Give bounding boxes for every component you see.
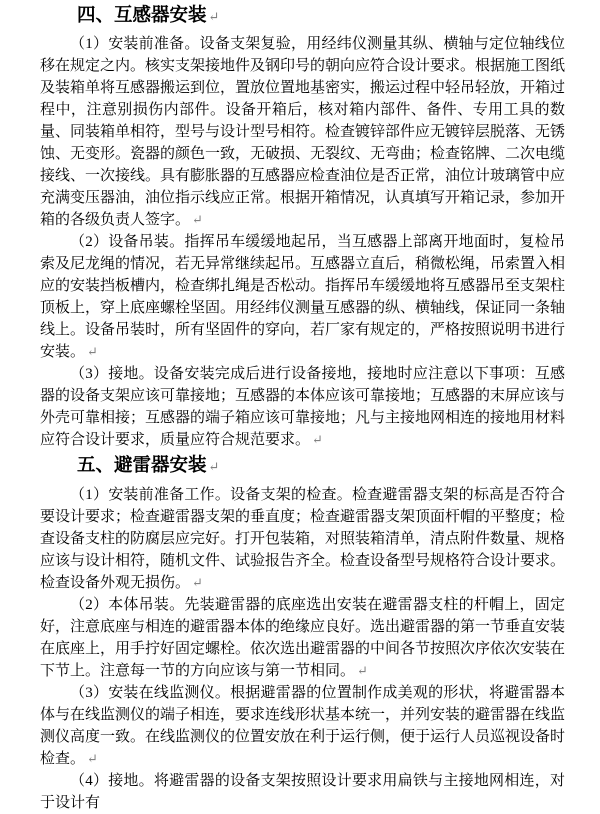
document-body bbox=[40, 4, 565, 814]
paragraph-mark-icon: ↵ bbox=[192, 575, 203, 590]
paragraph-text: （1）安装前准备工作。设备支架的检查。检查避雷器支架的标高是否符合要设计要求；检查避雷器支架的垂直度；检查避雷器支架顶面杆帽的平整度；检查设备支柱的防腐层应完好。打开包装箱，对照装箱清单，清点附件数量、规格应该与设计相符，随机文件、试验报告齐全。检查设备型号规格符合设计要求。检查设备外观无损伤。 bbox=[40, 487, 566, 591]
section-heading bbox=[40, 454, 565, 479]
body-paragraph bbox=[40, 484, 565, 594]
document-section bbox=[40, 4, 565, 451]
body-paragraph bbox=[40, 594, 565, 682]
paragraph-mark-icon: ↵ bbox=[312, 432, 323, 447]
body-paragraph bbox=[40, 33, 565, 231]
paragraph-mark-icon: ↵ bbox=[87, 344, 98, 359]
body-paragraph bbox=[40, 770, 565, 814]
section-heading bbox=[40, 4, 565, 29]
paragraph-mark-icon: ↵ bbox=[87, 751, 98, 766]
paragraph-mark-icon: ↵ bbox=[208, 9, 220, 24]
section-heading-text: 五、避雷器安装 bbox=[77, 456, 207, 476]
paragraph-text: （3）安装在线监测仪。根据避雷器的位置制作成美观的形状，将避雷器本体与在线监测仪的端子相连，要求连线形状基本统一，并列安装的避雷器在线监测仪高度一致。在线监测仪的位置安放在利于运行侧，便于运行人员巡视设备时检查。 bbox=[40, 685, 566, 767]
paragraph-mark-icon: ↵ bbox=[357, 663, 368, 678]
body-paragraph bbox=[40, 363, 565, 451]
paragraph-text: （2）设备吊装。指挥吊车缓缓地起吊，当互感器上部离开地面时，复检吊索及尼龙绳的情况，若无异常继续起吊。互感器立直后，稍微松绳，吊索置入相应的安装挡板槽内，检查绑扎绳是否松动。指挥吊车缓缓地将互感器吊至支架柱顶板上，穿上底座螺栓坚固。用经纬仪测量互感器的纵、横轴线，保证同一条轴线上。设备吊装时，所有坚固件的穿向，若厂家有规定的，严格按照说明书进行安装。 bbox=[40, 234, 566, 360]
body-paragraph bbox=[40, 682, 565, 770]
body-paragraph bbox=[40, 231, 565, 363]
paragraph-mark-icon: ↵ bbox=[192, 212, 203, 227]
document-section bbox=[40, 454, 565, 814]
paragraph-mark-icon: ↵ bbox=[208, 459, 220, 474]
paragraph-text: （4）接地。将避雷器的设备支架按照设计要求用扁铁与主接地网相连，对于设计有 bbox=[40, 773, 565, 811]
paragraph-text: （3）接地。设备安装完成后进行设备接地，接地时应注意以下事项：互感器的设备支架应该可靠接地；互感器的本体应该可靠接地；互感器的末屏应该与外壳可靠相接；互感器的端子箱应该可靠接地；凡与主接地网相连的接地用材料应符合设计要求，质量应符合规范要求。 bbox=[40, 366, 566, 448]
paragraph-text: （1）安装前准备。设备支架复验，用经纬仪测量其纵、横轴与定位轴线位移在规定之内。核实支架接地件及钢印号的朝向应符合设计要求。根据施工图纸及装箱单将互感器搬运到位，置放位置地基密实，搬运过程中轻吊轻放，开箱过程中，注意别损伤内部件。设备开箱后，核对箱内部件、备件、专用工具的数量、同装箱单相符，型号与设计型号相符。检查镀锌部件应无镀锌层脱落、无锈蚀、无变形。瓷器的颜色一致，无破损、无裂纹、无弯曲；检查铭牌、二次电缆接线、一次接线。具有膨胀器的互感器应检查油位是否正常，油位计玻璃管中应充满变压器油，油位指示线应正常。根据开箱情况，认真填写开箱记录，参加开箱的各级负责人签字。 bbox=[40, 36, 566, 228]
paragraph-text: （2）本体吊装。先装避雷器的底座选出安装在避雷器支柱的杆帽上，固定好，注意底座与相连的避雷器本体的绝缘应良好。选出避雷器的第一节垂直安装在底座上，用手拧好固定螺栓。依次选出避雷器的中间各节按照次序依次安装在下节上。注意每一节的方向应该与第一节相同。 bbox=[40, 597, 566, 679]
section-heading-text: 四、互感器安装 bbox=[77, 6, 207, 26]
